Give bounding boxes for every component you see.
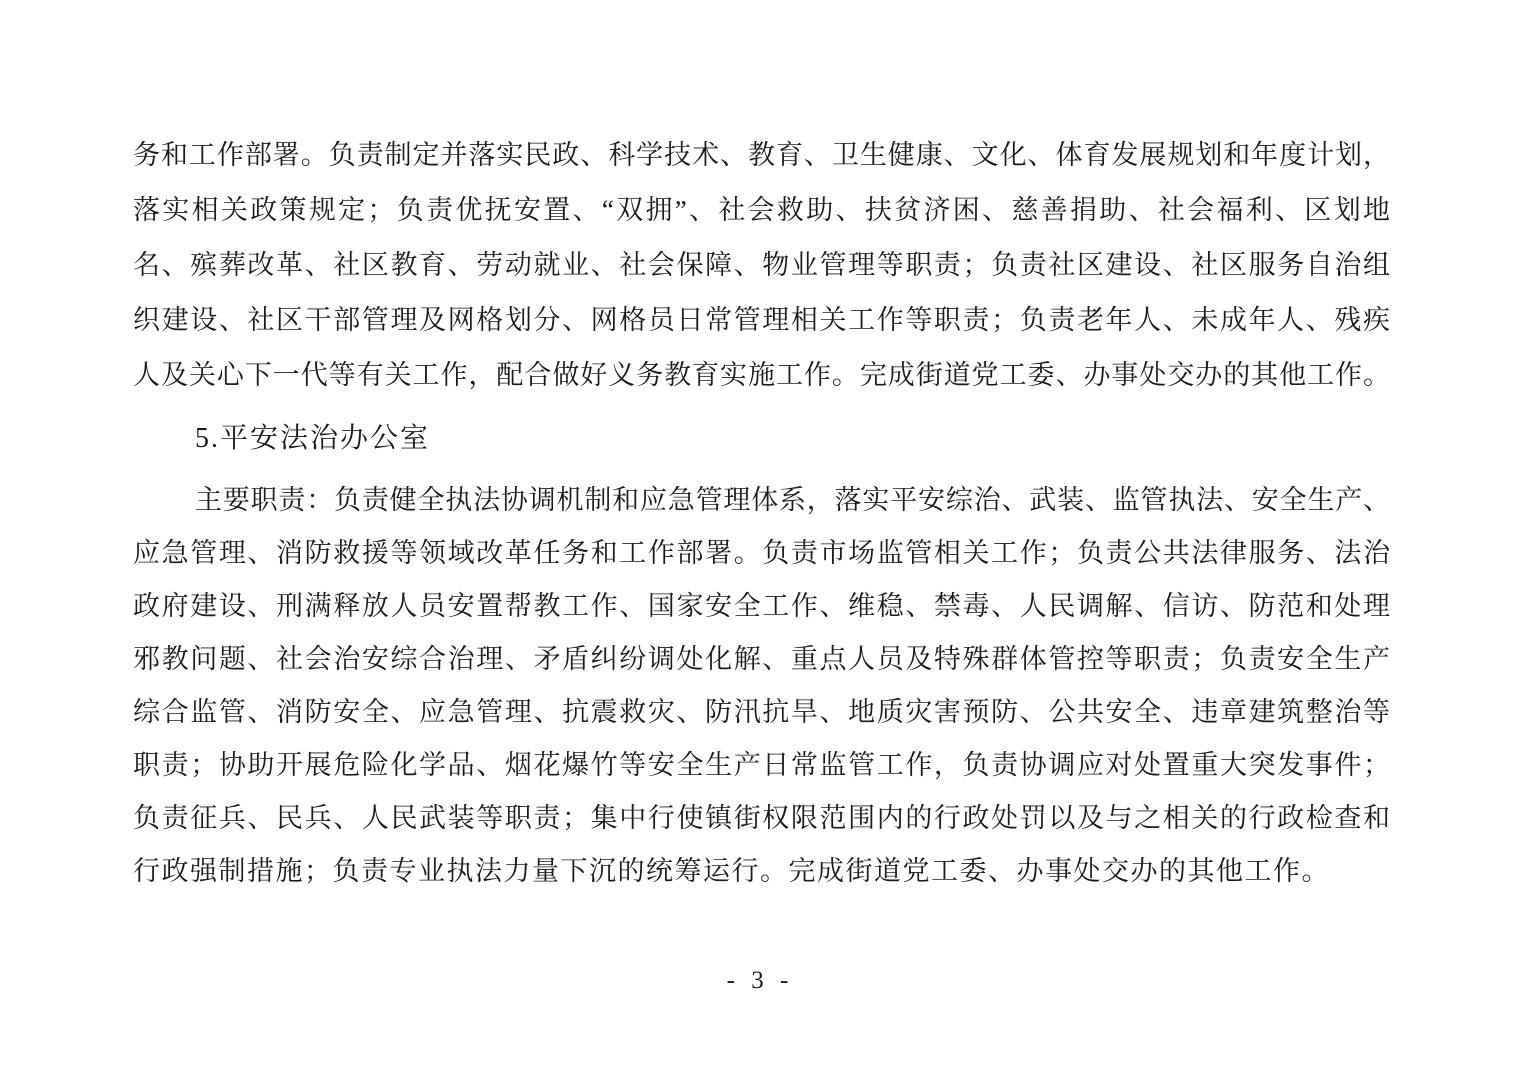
body-line: 行政强制措施；负责专业执法力量下沉的统筹运行。完成街道党工委、办事处交办的其他工作。 bbox=[133, 856, 1330, 886]
body-line: 织建设、社区干部管理及网格划分、网格员日常管理相关工作等职责；负责老年人、未成年人、残疾 bbox=[133, 305, 1390, 335]
body-line: 职责；协助开展危险化学品、烟花爆竹等安全生产日常监管工作，负责协调应对处置重大突发事件； bbox=[133, 750, 1390, 780]
document-body bbox=[133, 128, 1390, 898]
section-paragraph bbox=[133, 474, 1390, 898]
body-line: 主要职责：负责健全执法协调机制和应急管理体系，落实平安综治、武装、监管执法、安全生产、 bbox=[195, 485, 1390, 515]
section-heading: 5.平安法治办公室 bbox=[195, 423, 431, 454]
body-line: 负责征兵、民兵、人民武装等职责；集中行使镇街权限范围内的行政处罚以及与之相关的行政检查和 bbox=[133, 803, 1390, 833]
body-line: 名、殡葬改革、社区教育、劳动就业、社会保障、物业管理等职责；负责社区建设、社区服务自治组 bbox=[133, 250, 1390, 280]
page-number: - 3 - bbox=[726, 967, 794, 994]
body-line: 政府建设、刑满释放人员安置帮教工作、国家安全工作、维稳、禁毒、人民调解、信访、防范和处理 bbox=[133, 591, 1390, 621]
body-line: 落实相关政策规定；负责优抚安置、“双拥”、社会救助、扶贫济困、慈善捐助、社会福利、区划地 bbox=[133, 195, 1390, 225]
body-line: 务和工作部署。负责制定并落实民政、科学技术、教育、卫生健康、文化、体育发展规划和年度计划， bbox=[133, 140, 1390, 170]
continued-paragraph bbox=[133, 128, 1390, 403]
body-line: 应急管理、消防救援等领域改革任务和工作部署。负责市场监管相关工作；负责公共法律服务、法治 bbox=[133, 538, 1390, 568]
body-line: 人及关心下一代等有关工作，配合做好义务教育实施工作。完成街道党工委、办事处交办的其他工作。 bbox=[133, 360, 1390, 390]
body-line: 邪教问题、社会治安综合治理、矛盾纠纷调处化解、重点人员及特殊群体管控等职责；负责安全生产 bbox=[133, 644, 1390, 674]
body-line: 综合监管、消防安全、应急管理、抗震救灾、防汛抗旱、地质灾害预防、公共安全、违章建筑整治等 bbox=[133, 697, 1390, 727]
